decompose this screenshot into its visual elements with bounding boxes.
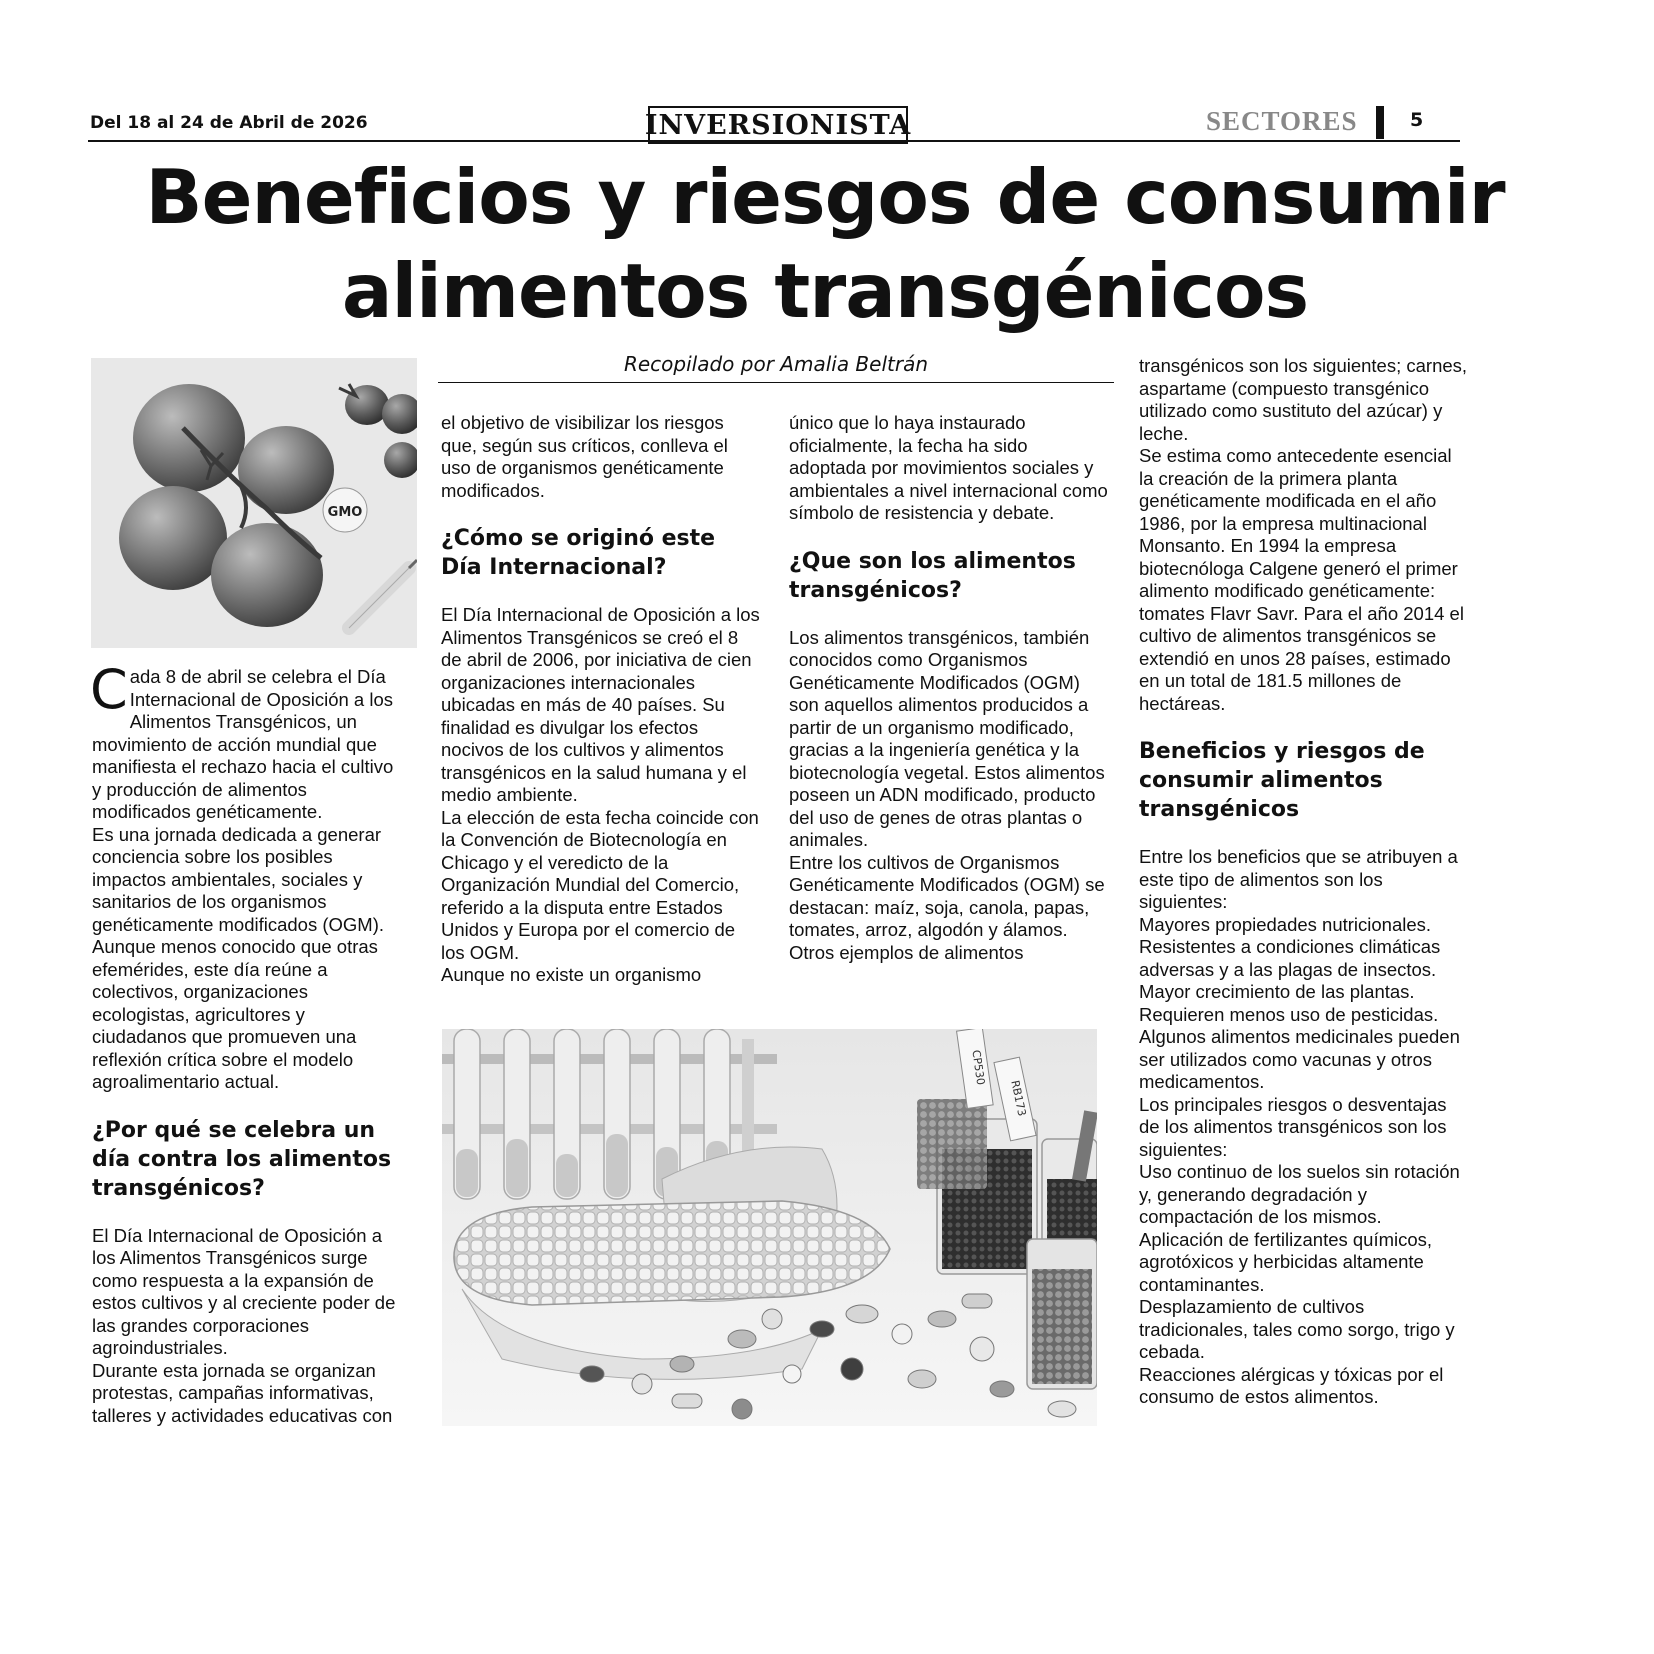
benefit-item: Mayores propiedades nutricionales. <box>1139 913 1432 935</box>
paragraph: Aunque menos conocido que otras efemérides, este día reúne a colectivos, organizaciones ecologistas, agricultores y ciudadanos que promueven una reflexión crítica sobre el modelo agroalimentario actual. <box>92 936 378 1092</box>
paragraph: Los principales riesgos o desventajas de los alimentos transgénicos son los siguientes: <box>1139 1093 1447 1160</box>
paragraph: La elección de esta fecha coincide con la Convención de Biotecnología en Chicago y el veredicto de la Organización Mundial del Comercio, referido a la disputa entre Estados Unidos y Europa por el comercio de los OGM. <box>441 806 759 963</box>
benefit-item: Requieren menos uso de pesticidas. <box>1139 1003 1439 1025</box>
paragraph: Durante esta jornada se organizan protestas, campañas informativas, talleres y actividades educativas con <box>92 1359 393 1426</box>
paragraph: el objetivo de visibilizar los riesgos que, según sus críticos, conlleva el uso de organismos genéticamente modificados. <box>441 412 728 501</box>
drop-cap: C <box>90 658 128 721</box>
paragraph: Entre los beneficios que se atribuyen a este tipo de alimentos son los siguientes: <box>1139 846 1458 912</box>
risk-item: Desplazamiento de cultivos tradicionales, tales como sorgo, trigo y cebada. <box>1139 1296 1455 1362</box>
paragraph: Los alimentos transgénicos, también conocidos como Organismos Genéticamente Modificados (OGM) son aquellos alimentos producidos a partir de un organismo modificado, gracias a la ingeniería genética y la biotecnología vegetal. Estos alimentos poseen un ADN modificado, producto del uso de genes de otras plantas o animales. <box>789 626 1105 850</box>
subheading-origen: ¿Cómo se originó este Día Internacional? <box>441 526 716 580</box>
section-name: SECTORES <box>1206 106 1358 136</box>
tomatoes-photo <box>91 358 417 648</box>
header-rule <box>88 140 1460 142</box>
page-number: 5 <box>1410 109 1424 131</box>
intro-paragraph: Cada 8 de abril se celebra el Día Internacional de Oposición a los Alimentos Transgénicos, un movimiento de acción mundial que manifiesta el rechazo hacia el cultivo y producción de alimentos modificados genéticamente. <box>90 658 394 822</box>
benefit-item: Mayor crecimiento de las plantas. <box>1139 981 1415 1002</box>
subheading-porque: ¿Por qué se celebra un día contra los alimentos transgénicos? <box>92 1117 392 1201</box>
subheading-beneficios: Beneficios y riesgos de consumir alimentos transgénicos <box>1139 739 1425 822</box>
benefit-item: Algunos alimentos medicinales pueden ser utilizados como vacunas y otros medicamentos. <box>1139 1026 1460 1092</box>
benefit-item: Resistentes a condiciones climáticas adversas y a las plagas de insectos. <box>1139 936 1441 980</box>
gmo-label: GMO <box>327 505 363 520</box>
tube-label: CP530 <box>969 1049 988 1086</box>
article-headline <box>60 150 1590 338</box>
paragraph: Entre los cultivos de Organismos Genéticamente Modificados (OGM) se destacan: maíz, soja, canola, papas, tomates, arroz, algodón y álamos. <box>789 851 1105 940</box>
subheading-que-son: ¿Que son los alimentos transgénicos? <box>789 548 1076 603</box>
column-3 <box>789 412 1109 964</box>
byline-rule <box>438 382 1114 383</box>
paragraph: El Día Internacional de Oposición a los Alimentos Transgénicos se creó el 8 de abril de 2006, por iniciativa de cien organizaciones internacionales ubicadas en más de 40 países. Su finalidad es divulgar los efectos nocivos de los cultivos y alimentos transgénicos en la salud humana y el medio ambiente. <box>441 604 760 805</box>
risk-item: Aplicación de fertilizantes químicos, agrotóxicos y herbicidas altamente contaminantes. <box>1139 1228 1433 1295</box>
paragraph: El Día Internacional de Oposición a los Alimentos Transgénicos surge como respuesta a la expansión de estos cultivos y al creciente poder de las grandes corporaciones agroindustriales. <box>92 1224 396 1358</box>
risk-item: Uso continuo de los suelos sin rotación y, generando degradación y compactación de los mismos. <box>1139 1161 1460 1227</box>
masthead-logo: INVERSIONISTA <box>648 106 908 144</box>
paragraph: Es una jornada dedicada a generar conciencia sobre los posibles impactos ambientales, sociales y sanitarios de los organismos genéticamente modificados (OGM). <box>92 823 385 935</box>
issue-date: Del 18 al 24 de Abril de 2026 <box>90 113 368 133</box>
corn-lab-photo <box>442 1029 1097 1426</box>
headline-line-2: alimentos transgénicos <box>341 247 1309 335</box>
paragraph: transgénicos son los siguientes; carnes, aspartame (compuesto transgénico utilizado como sustituto del azúcar) y leche. <box>1139 355 1468 444</box>
risk-item: Reacciones alérgicas y tóxicas por el consumo de estos alimentos. <box>1139 1363 1444 1407</box>
column-4 <box>1139 355 1469 1409</box>
column-1 <box>90 658 404 1427</box>
byline: Recopilado por Amalia Beltrán <box>623 352 929 376</box>
column-2 <box>441 412 761 987</box>
paragraph: único que lo haya instaurado oficialmente, la fecha ha sido adoptada por movimientos sociales y ambientales a nivel internacional como símbolo de resistencia y debate. <box>789 412 1108 523</box>
section-bar <box>1376 106 1384 139</box>
tube-label: RB173 <box>1008 1079 1029 1118</box>
paragraph: Se estima como antecedente esencial la creación de la primera planta genéticamente modificada en el año 1986, por la empresa multinacional Monsanto. En 1994 la empresa biotecnóloga Calgene generó el primer alimento modificado genéticamente: tomates Flavr Savr. Para el año 2014 el cultivo de alimentos transgénicos se extendió en unos 28 países, estimado en un total de 181.5 millones de hectáreas. <box>1139 445 1464 714</box>
paragraph: Aunque no existe un organismo <box>441 964 702 985</box>
headline-line-1: Beneficios y riesgos de consumir <box>145 153 1505 241</box>
paragraph: Otros ejemplos de alimentos <box>789 941 1024 963</box>
